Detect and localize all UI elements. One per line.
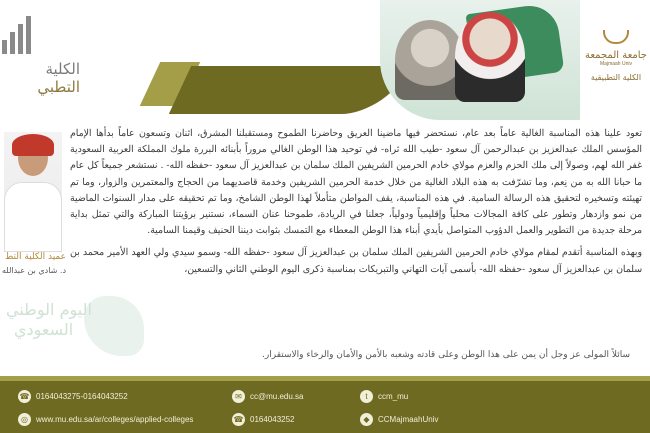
footer-email[interactable] bbox=[232, 390, 303, 403]
applied-college-logo-left bbox=[0, 6, 80, 96]
message-body bbox=[70, 126, 642, 284]
snapchat-text[interactable]: CCMajmaahUniv bbox=[378, 415, 439, 424]
footer-snapchat[interactable] bbox=[360, 413, 438, 426]
footer-phones bbox=[18, 390, 128, 403]
twitter-text[interactable]: ccm_mu bbox=[378, 392, 409, 401]
email-icon: ✉ bbox=[232, 390, 245, 403]
majmaah-university-logo bbox=[585, 30, 647, 90]
phones-text: 0164043275-0164043252 bbox=[36, 392, 128, 401]
twitter-icon: t bbox=[360, 390, 373, 403]
right-logo-english: Majmaah Univ bbox=[600, 61, 632, 67]
left-logo-line1: الكلية bbox=[45, 60, 80, 78]
closing-prayer: سائلاً المولى عز وجل أن يمن على هذا الوطن وعلى قادته وشعبه بالأمن والأمان والرخاء والاستقرار. bbox=[262, 350, 630, 360]
dean-photo bbox=[4, 132, 62, 252]
footer-phone2 bbox=[232, 413, 295, 426]
left-logo-line2: التطبي bbox=[37, 78, 80, 96]
phone2-text: 0164043252 bbox=[250, 415, 295, 424]
message-paragraph-1: تعود علينا هذه المناسبة الغالية عاماً بعد عام، نستحضر فيها ماضينا العريق وحاضرنا الطموح ومستقبلنا المشرق، اثنان وتسعون عاماً بدأها الإمام المؤسس الملك عبدالعزيز بن عبدالرحمن آل سعود -طيب الله ثراه- في توحيد هذا الوطن الغالي مروراً بأبنائه البررة ملوك المملكة العربية السعودية غفر الله لهم، وصولاً إلى ملك الحزم والعزم مولاي خادم الحرمين الشريفين الملك سلمان بن عبدالعزيز آل سعود -حفظه الله- . نستشعر جميعاً كل عام ما حبانا الله به من نِعم، وما تشرّفت به هذه البلاد الغالية من خلال خدمة الحرمين الشريفين وخدمة قاصديهما من الحجاج والمعتمرين والزوار، وما تم تهيئته وتسخيره لتحقيق هذه الرسالة السامية. في هذه المناسبة، يقف المواطن متأملاً لهذا الوطن الشامخ، وما تم تحقيقه على مدار السنوات الماضية من نمو وازدهار وتطور على كافة المجالات محلياً وإقليمياً ودولياً، جعلنا في الريادة، طموحنا عنان السماء، نستنير برؤيتنا المباركة والتي تمثل بداية مرحلة جديدة من التطوير والعمل الدؤوب المتواصل بأيدي أبناء هذا الوطن المعطاء مع التمسك بثوابت ديننا الحنيف وقيمنا السامية. bbox=[70, 128, 642, 237]
decor-band-olive bbox=[169, 66, 411, 114]
chart-bars-icon bbox=[2, 14, 36, 54]
message-paragraph-2: وبهذه المناسبة أتقدم لمقام مولاي خادم الحرمين الشريفين الملك سلمان بن عبدالعزيز آل سعود -حفظه الله- وسمو سيدي ولي العهد الأمير محمد بن سلمان بن عبدالعزيز آل سعود -حفظه الله- بأسمى آيات التهاني والتبريكات بمناسبة ذكرى اليوم الوطني الثاني والتسعين، bbox=[70, 247, 642, 275]
dean-role: عميد الكلية التط bbox=[5, 252, 66, 262]
crown-prince-portrait bbox=[455, 12, 525, 102]
phone-icon: ☎ bbox=[233, 415, 244, 424]
right-logo-arabic: جامعة المجمعة bbox=[585, 50, 647, 61]
website-text[interactable]: www.mu.edu.sa/ar/colleges/applied-colleges bbox=[36, 415, 194, 424]
right-logo-college: الكلية التطبيقية bbox=[590, 73, 642, 82]
dean-name: د. شادي بن عبدالله bbox=[2, 266, 66, 275]
phone-icon: ☎ bbox=[19, 392, 30, 401]
footer-twitter[interactable] bbox=[360, 390, 408, 403]
header-banner bbox=[0, 0, 650, 120]
book-icon bbox=[603, 30, 629, 44]
footer-website[interactable] bbox=[18, 413, 193, 426]
watermark-line1: اليوم الوطني bbox=[6, 300, 92, 319]
globe-icon: ◎ bbox=[18, 413, 31, 426]
watermark-line2: السعودي bbox=[14, 320, 74, 339]
contact-footer bbox=[0, 376, 650, 433]
email-text[interactable]: cc@mu.edu.sa bbox=[250, 392, 304, 401]
snapchat-icon: ◆ bbox=[360, 413, 373, 426]
